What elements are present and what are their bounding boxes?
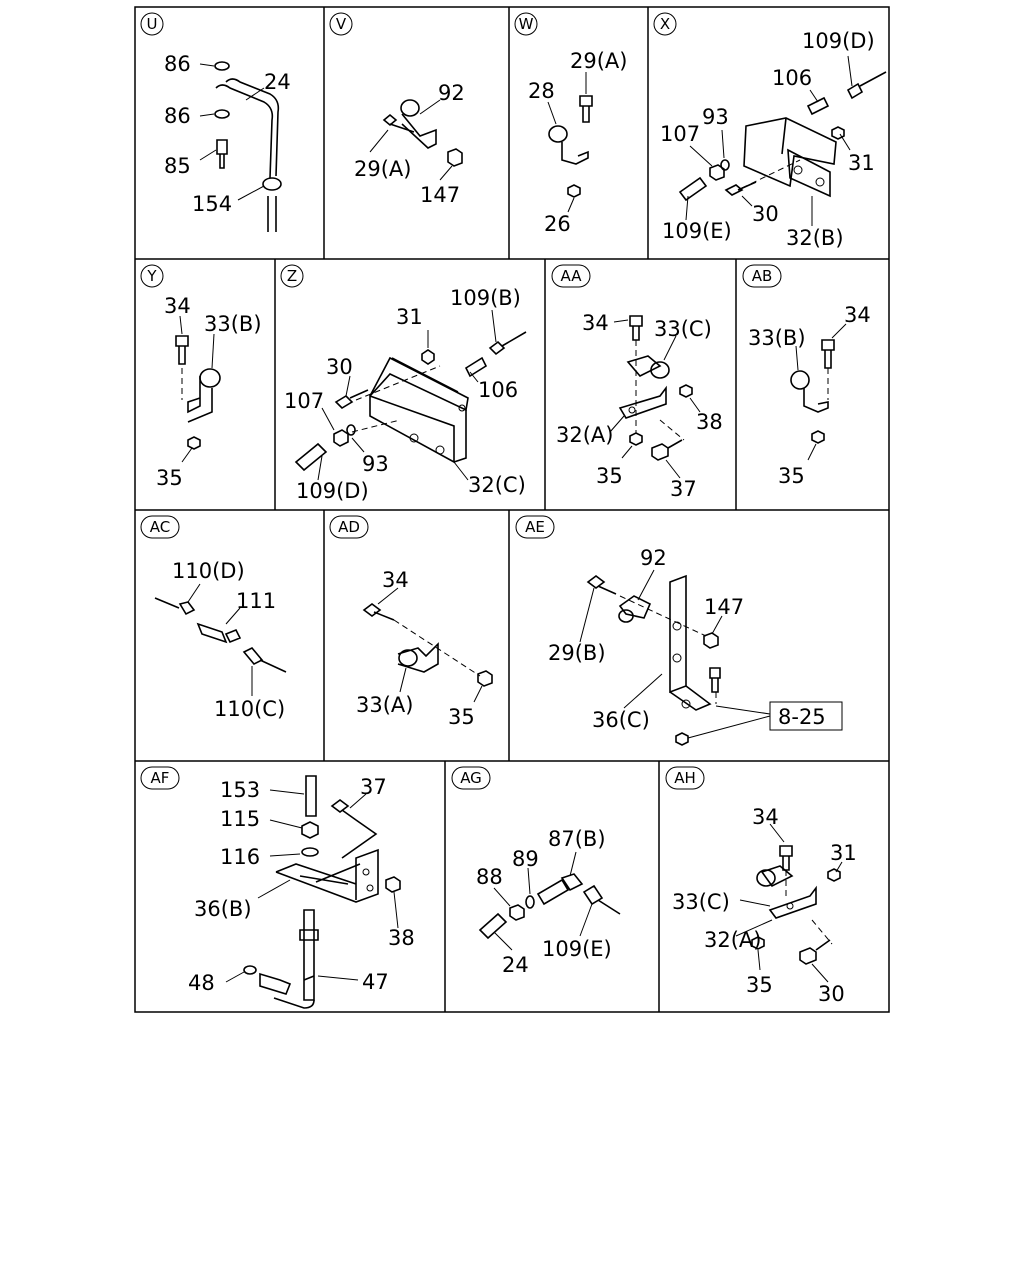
panel-id: W bbox=[518, 15, 534, 33]
ref-label: 111 bbox=[236, 589, 277, 613]
ref-label: 147 bbox=[420, 183, 461, 207]
ref-label: 33(A) bbox=[356, 693, 414, 717]
ref-label: 35 bbox=[778, 464, 805, 488]
ref-label: 34 bbox=[582, 311, 609, 335]
panel-id: V bbox=[335, 15, 347, 33]
panel-y bbox=[141, 265, 262, 490]
ref-label: 107 bbox=[660, 122, 701, 146]
panel-id-badge bbox=[281, 265, 303, 287]
ref-label: 38 bbox=[696, 410, 723, 434]
panel-id-badge bbox=[654, 13, 676, 35]
ref-label: 36(C) bbox=[592, 708, 650, 732]
panel-id: AD bbox=[338, 518, 360, 536]
ref-label: 38 bbox=[388, 926, 415, 950]
panel-ad bbox=[330, 516, 492, 729]
ref-label: 35 bbox=[596, 464, 623, 488]
ref-label: 34 bbox=[382, 568, 409, 592]
panel-u bbox=[141, 13, 291, 232]
panel-id: AC bbox=[149, 518, 171, 536]
ref-label: 33(C) bbox=[654, 317, 712, 341]
ref-label: 106 bbox=[772, 66, 813, 90]
ref-label: 32(B) bbox=[786, 226, 844, 250]
ref-label: 106 bbox=[478, 378, 519, 402]
panel-id-badge bbox=[515, 13, 537, 35]
ref-label: 29(B) bbox=[548, 641, 606, 665]
ref-label: 29(A) bbox=[354, 157, 412, 181]
panel-af bbox=[141, 767, 415, 1008]
panel-id: Z bbox=[286, 267, 298, 285]
ref-label: 92 bbox=[438, 81, 465, 105]
ref-label: 35 bbox=[746, 973, 773, 997]
ref-label: 35 bbox=[448, 705, 475, 729]
panel-id: AA bbox=[560, 267, 582, 285]
ref-label: 47 bbox=[362, 970, 389, 994]
ref-label: 109(D) bbox=[802, 29, 875, 53]
ref-label: 30 bbox=[752, 202, 779, 226]
ref-label: 92 bbox=[640, 546, 667, 570]
ref-label: 33(B) bbox=[748, 326, 806, 350]
ref-label: 93 bbox=[702, 105, 729, 129]
ref-label: 86 bbox=[164, 52, 191, 76]
ref-label: 31 bbox=[848, 151, 875, 175]
panel-id: AE bbox=[525, 518, 545, 536]
ref-label: 147 bbox=[704, 595, 745, 619]
panel-id-badge bbox=[330, 13, 352, 35]
panel-aa bbox=[552, 265, 723, 501]
panel-id: U bbox=[146, 15, 158, 33]
ref-label: 36(B) bbox=[194, 897, 252, 921]
ref-label: 34 bbox=[844, 303, 871, 327]
ref-label: 30 bbox=[818, 982, 845, 1006]
ref-label: 35 bbox=[156, 466, 183, 490]
ref-label: 87(B) bbox=[548, 827, 606, 851]
ref-label: 30 bbox=[326, 355, 353, 379]
ref-label: 26 bbox=[544, 212, 571, 236]
panel-id-badge bbox=[141, 13, 163, 35]
panel-id: AF bbox=[150, 769, 170, 787]
panel-id: AB bbox=[751, 267, 773, 285]
ref-label: 86 bbox=[164, 104, 191, 128]
ref-label: 88 bbox=[476, 865, 503, 889]
ref-label: 28 bbox=[528, 79, 555, 103]
panel-id: AG bbox=[460, 769, 482, 787]
ref-label: 116 bbox=[220, 845, 261, 869]
panel-id-badge bbox=[141, 265, 163, 287]
panel-id: X bbox=[659, 15, 671, 33]
ref-label: 34 bbox=[752, 805, 779, 829]
panel-v bbox=[330, 13, 465, 207]
panel-id: Y bbox=[147, 267, 157, 285]
ref-label: 34 bbox=[164, 294, 191, 318]
panel-z bbox=[281, 265, 526, 503]
ref-label: 24 bbox=[502, 953, 529, 977]
ref-label: 31 bbox=[830, 841, 857, 865]
ref-label: 37 bbox=[360, 775, 387, 799]
ref-label: 29(A) bbox=[570, 49, 628, 73]
ref-label: 93 bbox=[362, 452, 389, 476]
panel-id-badge bbox=[666, 767, 704, 789]
ref-label: 85 bbox=[164, 154, 191, 178]
panel-id-badge bbox=[743, 265, 781, 287]
ref-label: 109(E) bbox=[662, 219, 732, 243]
ref-label: 154 bbox=[192, 192, 233, 216]
panel-id-badge bbox=[452, 767, 490, 789]
ref-label: 48 bbox=[188, 971, 215, 995]
ref-label: 8-25 bbox=[778, 705, 826, 729]
panel-w bbox=[515, 13, 627, 236]
panel-id: AH bbox=[674, 769, 696, 787]
ref-label: 33(C) bbox=[672, 890, 730, 914]
ref-label: 31 bbox=[396, 305, 423, 329]
ref-label: 107 bbox=[284, 389, 325, 413]
panel-id-badge bbox=[552, 265, 590, 287]
ref-label: 109(D) bbox=[296, 479, 369, 503]
panel-ag bbox=[452, 767, 620, 977]
panel-id-badge bbox=[516, 516, 554, 538]
ref-label: 37 bbox=[670, 477, 697, 501]
ref-label: 110(C) bbox=[214, 697, 286, 721]
ref-label: 32(A) bbox=[704, 928, 762, 952]
ref-label: 110(D) bbox=[172, 559, 245, 583]
ref-label: 32(A) bbox=[556, 423, 614, 447]
ref-label: 115 bbox=[220, 807, 261, 831]
panel-id-badge bbox=[141, 767, 179, 789]
panel-ae bbox=[516, 516, 842, 745]
ref-label: 32(C) bbox=[468, 473, 526, 497]
ref-label: 89 bbox=[512, 847, 539, 871]
ref-label: 24 bbox=[264, 70, 291, 94]
ref-label: 109(B) bbox=[450, 286, 521, 310]
panel-id-badge bbox=[330, 516, 368, 538]
ref-label: 33(B) bbox=[204, 312, 262, 336]
panel-id-badge bbox=[141, 516, 179, 538]
panel-ah bbox=[666, 767, 857, 1006]
panel-ab bbox=[743, 265, 871, 488]
ref-label: 109(E) bbox=[542, 937, 612, 961]
panel-x bbox=[654, 13, 886, 250]
panel-ac bbox=[141, 516, 286, 721]
ref-label: 153 bbox=[220, 778, 261, 802]
